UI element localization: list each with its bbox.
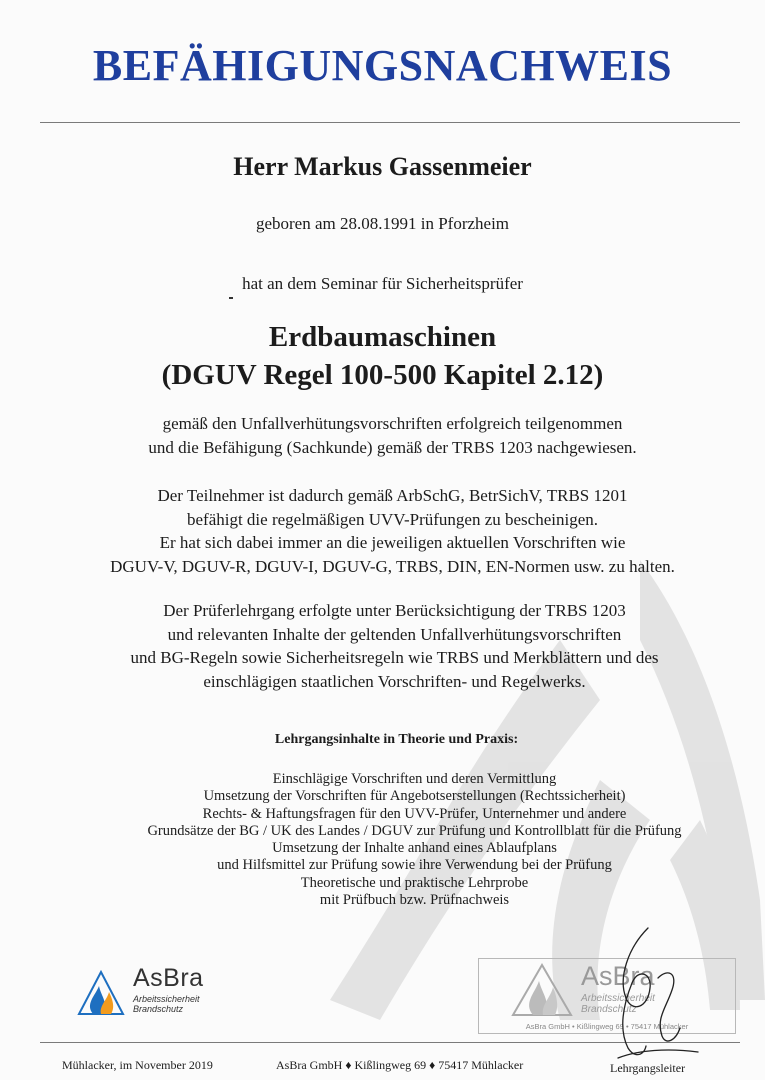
- asbra-logo: [75, 964, 255, 1020]
- course-heading: [0, 318, 765, 394]
- paragraph-participation: [10, 412, 765, 459]
- paragraph-line: befähigt die regelmäßigen UVV-Prüfungen zu bescheinigen.: [186, 509, 599, 529]
- paragraph-line: Der Teilnehmer ist dadurch gemäß ArbSchG, BetrSichV, TRBS 1201: [157, 486, 628, 505]
- document-title: BEFÄHIGUNGSNACHWEIS: [92, 41, 673, 90]
- signature-label: Lehrgangsleiter: [610, 1061, 686, 1075]
- contents-heading: Lehrgangsinhalte in Theorie und Praxis:: [274, 732, 519, 747]
- handwritten-signature: [588, 918, 708, 1068]
- stamp-name: AsBra: [581, 961, 655, 991]
- contents-item: Grundsätze der BG / UK des Landes / DGUV zur Prüfung und Kontrollblatt für die Prüfung: [147, 822, 682, 839]
- contents-list: [32, 771, 765, 909]
- paragraph-line: DGUV-V, DGUV-R, DGUV-I, DGUV-G, TRBS, DIN, EN-Normen usw. zu halten.: [110, 556, 675, 576]
- logo-subtitle-line: Brandschutz: [133, 1004, 184, 1014]
- paragraph-line: Der Prüferlehrgang erfolgte unter Berücksichtigung der TRBS 1203: [163, 601, 626, 620]
- logo-name: AsBra: [133, 964, 204, 992]
- contents-item: mit Prüfbuch bzw. Prüfnachweis: [319, 892, 510, 909]
- contents-item: Theoretische und praktische Lehrprobe: [300, 874, 529, 891]
- paragraph-course-basis: [12, 599, 765, 693]
- paragraph-qualification: [10, 484, 765, 578]
- footer-address: AsBra GmbH ♦ Kißlingweg 69 ♦ 75417 Mühlacker: [276, 1058, 524, 1072]
- logo-subtitle: [133, 994, 200, 1014]
- seminar-intro: hat an dem Seminar für Sicherheitsprüfer: [242, 274, 523, 293]
- paragraph-line: gemäß den Unfallverhütungsvorschriften erfolgreich teilgenommen: [162, 414, 623, 433]
- course-title: Erdbaumaschinen: [268, 321, 497, 353]
- paragraph-line: und die Befähigung (Sachkunde) gemäß der TRBS 1203 nachgewiesen.: [148, 437, 637, 457]
- contents-item: Umsetzung der Vorschriften für Angebotserstellungen (Rechtssicherheit): [203, 788, 626, 805]
- scan-mark: [229, 297, 233, 299]
- course-subtitle: (DGUV Regel 100-500 Kapitel 2.12): [161, 359, 604, 391]
- stamp-footer: AsBra GmbH • Kißlingweg 69 • 75417 Mühlacker: [525, 1022, 689, 1031]
- flame-drop-icon: [75, 970, 127, 1020]
- stamp-flame-icon: [507, 961, 577, 1021]
- top-divider: [40, 122, 740, 123]
- logo-subtitle-line: Arbeitssicherheit: [133, 994, 200, 1004]
- footer-place-date: Mühlacker, im November 2019: [62, 1058, 213, 1072]
- paragraph-line: einschlägigen staatlichen Vorschriften- und Regelwerks.: [203, 671, 586, 691]
- contents-item: Rechts- & Haftungsfragen für den UVV-Prüfer, Unternehmer und andere: [202, 805, 627, 822]
- birth-info: geboren am 28.08.1991 in Pforzheim: [255, 214, 510, 233]
- paragraph-line: und BG-Regeln sowie Sicherheitsregeln wie TRBS und Merkblättern und des: [130, 648, 659, 667]
- recipient-name: Herr Markus Gassenmeier: [233, 152, 532, 181]
- stamp-subtitle-line: Arbeitssicherheit: [581, 993, 655, 1004]
- contents-item: Einschlägige Vorschriften und deren Vermittlung: [272, 771, 557, 787]
- paragraph-line: Er hat sich dabei immer an die jeweiligen aktuellen Vorschriften wie: [159, 533, 626, 552]
- stamp-subtitle-line: Brandschutz: [581, 1004, 637, 1015]
- paragraph-line: und relevanten Inhalte der geltenden Unfallverhütungsvorschriften: [167, 624, 622, 644]
- contents-item: und Hilfsmittel zur Prüfung sowie ihre Verwendung bei der Prüfung: [217, 857, 612, 874]
- contents-item: Umsetzung der Inhalte anhand eines Ablaufplans: [272, 840, 557, 857]
